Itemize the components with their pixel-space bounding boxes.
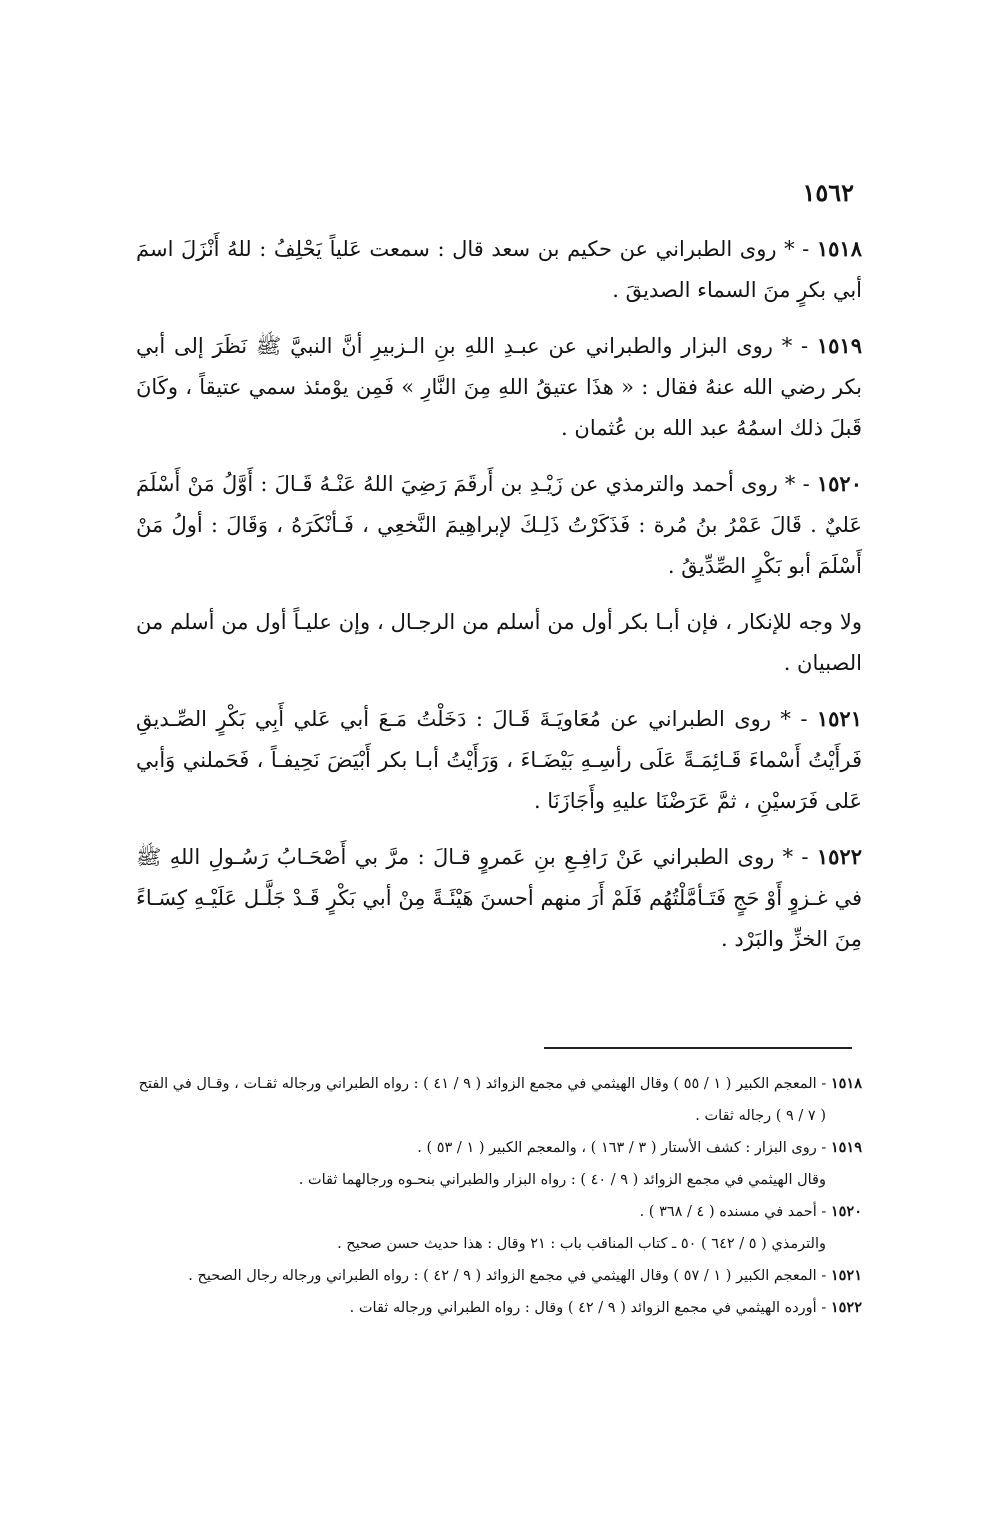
hadith-paragraph xyxy=(136,698,862,822)
footnote-text: - أحمد في مسنده ( ٤ / ٣٦٨ ) . xyxy=(639,1204,827,1220)
footnotes xyxy=(136,1068,862,1324)
footnote-text: - أورده الهيثمي في مجمع الزوائد ( ٩ / ٤٢ ) وقال : رواه الطبراني ورجاله ثقات . xyxy=(349,1300,827,1316)
hadith-number: ١٥٢٠ xyxy=(816,471,862,496)
hadith-text: - * روى البزار والطبراني عن عبـدِ اللهِ بنِ الـزبيرِ أنَّ النبيَّ ﷺ نَظَرَ إلى أبي بكر رضي الله عنهُ فقال : « هذَا عتيقُ اللهِ مِنَ النَّارِ » فَمِن يوْمئذ سمي عتيقاً ، وكَانَ قَبلَ ذلك اسمُهُ عبد الله بن عُثمان . xyxy=(136,334,862,440)
footnote-line xyxy=(136,1132,862,1164)
footnote-number: ١٥١٩ xyxy=(830,1139,862,1156)
footnote-separator xyxy=(544,1047,852,1049)
hadith-text: - * روى الطبراني عن حكيم بن سعد قال : سمعت عَلياً يَحْلِفُ : للهُ أَنْزَلَ اسمَ أبي بكرٍ منَ السماء الصديقَ . xyxy=(136,237,862,302)
hadith-number: ١٥١٩ xyxy=(816,333,862,358)
footnote-text: ( ٧ / ٩ ) رجاله ثقات . xyxy=(695,1108,826,1124)
footnote-line xyxy=(136,1292,862,1324)
footnote-text: - المعجم الكبير ( ١ / ٥٧ ) وقال الهيثمي في مجمع الزوائد ( ٩ / ٤٢ ) : رواه الطبراني ورجاله رجال الصحيح . xyxy=(188,1268,827,1284)
commentary-paragraph xyxy=(136,601,862,684)
hadith-paragraph xyxy=(136,228,862,311)
hadith-text: - * روى الطبراني عن مُعَاويَـةَ قَـالَ : دَخَلْتُ مَـعَ أبي عَلي أَبِي بَكْرٍ الصِّـديقِ فَرأَيْتُ أَسْماءَ قَـائِمَـةً عَلَى رأسِـهِ بَيْضَـاءَ ، وَرَأَيْتُ أبـا بكر أَبْيَضَ نَحِيفـاً ، فَحَملني وَأبي عَلى فَرَسيْنِ ، ثمَّ عَرَضْنَا عليهِ وأَجَازَنَا . xyxy=(136,707,862,813)
hadith-text: - * روى أحمد والترمذي عن زَيْـدِ بن أَرقَمَ رَضِيَ اللهُ عَنْـهُ قَـالَ : أَوَّلُ مَنْ أَسْلَمَ عَليٌ . قَالَ عَمْرُ بنُ مُرة : فَذَكَرْتُ ذَلِـكَ لإبراهِيمَ النَّخعِي ، فَـأنْكَرَهُ ، وَقَالَ : أولُ مَنْ أَسْلَمَ أبو بَكْرٍ الصِّدِّيقُ . xyxy=(136,472,862,578)
footnote-line xyxy=(136,1260,862,1292)
footnote-text: والترمذي ( ٥ / ٦٤٢ ) ٥٠ ـ كتاب المناقب باب : ٢١ وقال : هذا حديث حسن صحيح . xyxy=(337,1236,826,1252)
hadith-paragraph xyxy=(136,836,862,960)
hadith-number: ١٥٢١ xyxy=(816,706,862,731)
footnote-line xyxy=(136,1196,862,1228)
footnote-text: - المعجم الكبير ( ١ / ٥٥ ) وقال الهيثمي في مجمع الزوائد ( ٩ / ٤١ ) : رواه الطبراني ورجاله ثقـات ، وقـال في الفتح xyxy=(138,1076,827,1092)
main-text xyxy=(136,228,862,974)
footnote-number: ١٥٢١ xyxy=(830,1267,862,1284)
commentary-text: ولا وجه للإنكار ، فإن أبـا بكر أول من أسلم من الرجـال ، وإن عليـاً أول من أسلم من الصبيان . xyxy=(136,610,862,675)
footnote-number: ١٥١٨ xyxy=(830,1075,862,1092)
footnote-text: - روى البزار : كشف الأستار ( ٣ / ١٦٣ ) ، والمعجم الكبير ( ١ / ٥٣ ) . xyxy=(417,1140,827,1156)
footnote-number: ١٥٢٢ xyxy=(830,1299,862,1316)
hadith-paragraph xyxy=(136,463,862,587)
hadith-number: ١٥٢٢ xyxy=(816,844,862,869)
footnote-text: وقال الهيثمي في مجمع الزوائد ( ٩ / ٤٠ ) : رواه البزار والطبراني بنحـوه ورجالهما ثقات . xyxy=(298,1172,826,1188)
footnote-line xyxy=(136,1164,862,1196)
footnote-number: ١٥٢٠ xyxy=(830,1203,862,1220)
footnote-line xyxy=(136,1100,862,1132)
footnote-line xyxy=(136,1228,862,1260)
hadith-text: - * روى الطبراني عَنْ رَافِـعِ بنِ عَمروٍ قـالَ : مرَّ بي أَصْحَـابُ رَسُـولِ اللهِ ﷺ في غـزوٍ أَوْ حَجٍ فَتَـأمَّلْتُهُم فَلَمْ أَرَ منهم أحسنَ هَيْئَـةً مِنْ أبي بَكْرٍ قَـدْ جَلَّـل عَلَيْـهِ كِسَـاءً مِنَ الخزِّ والبَرْد . xyxy=(136,845,862,951)
footnote-line xyxy=(136,1068,862,1100)
hadith-number: ١٥١٨ xyxy=(816,236,862,261)
hadith-paragraph xyxy=(136,325,862,449)
page-number: ١٥٦٢ xyxy=(802,178,854,207)
